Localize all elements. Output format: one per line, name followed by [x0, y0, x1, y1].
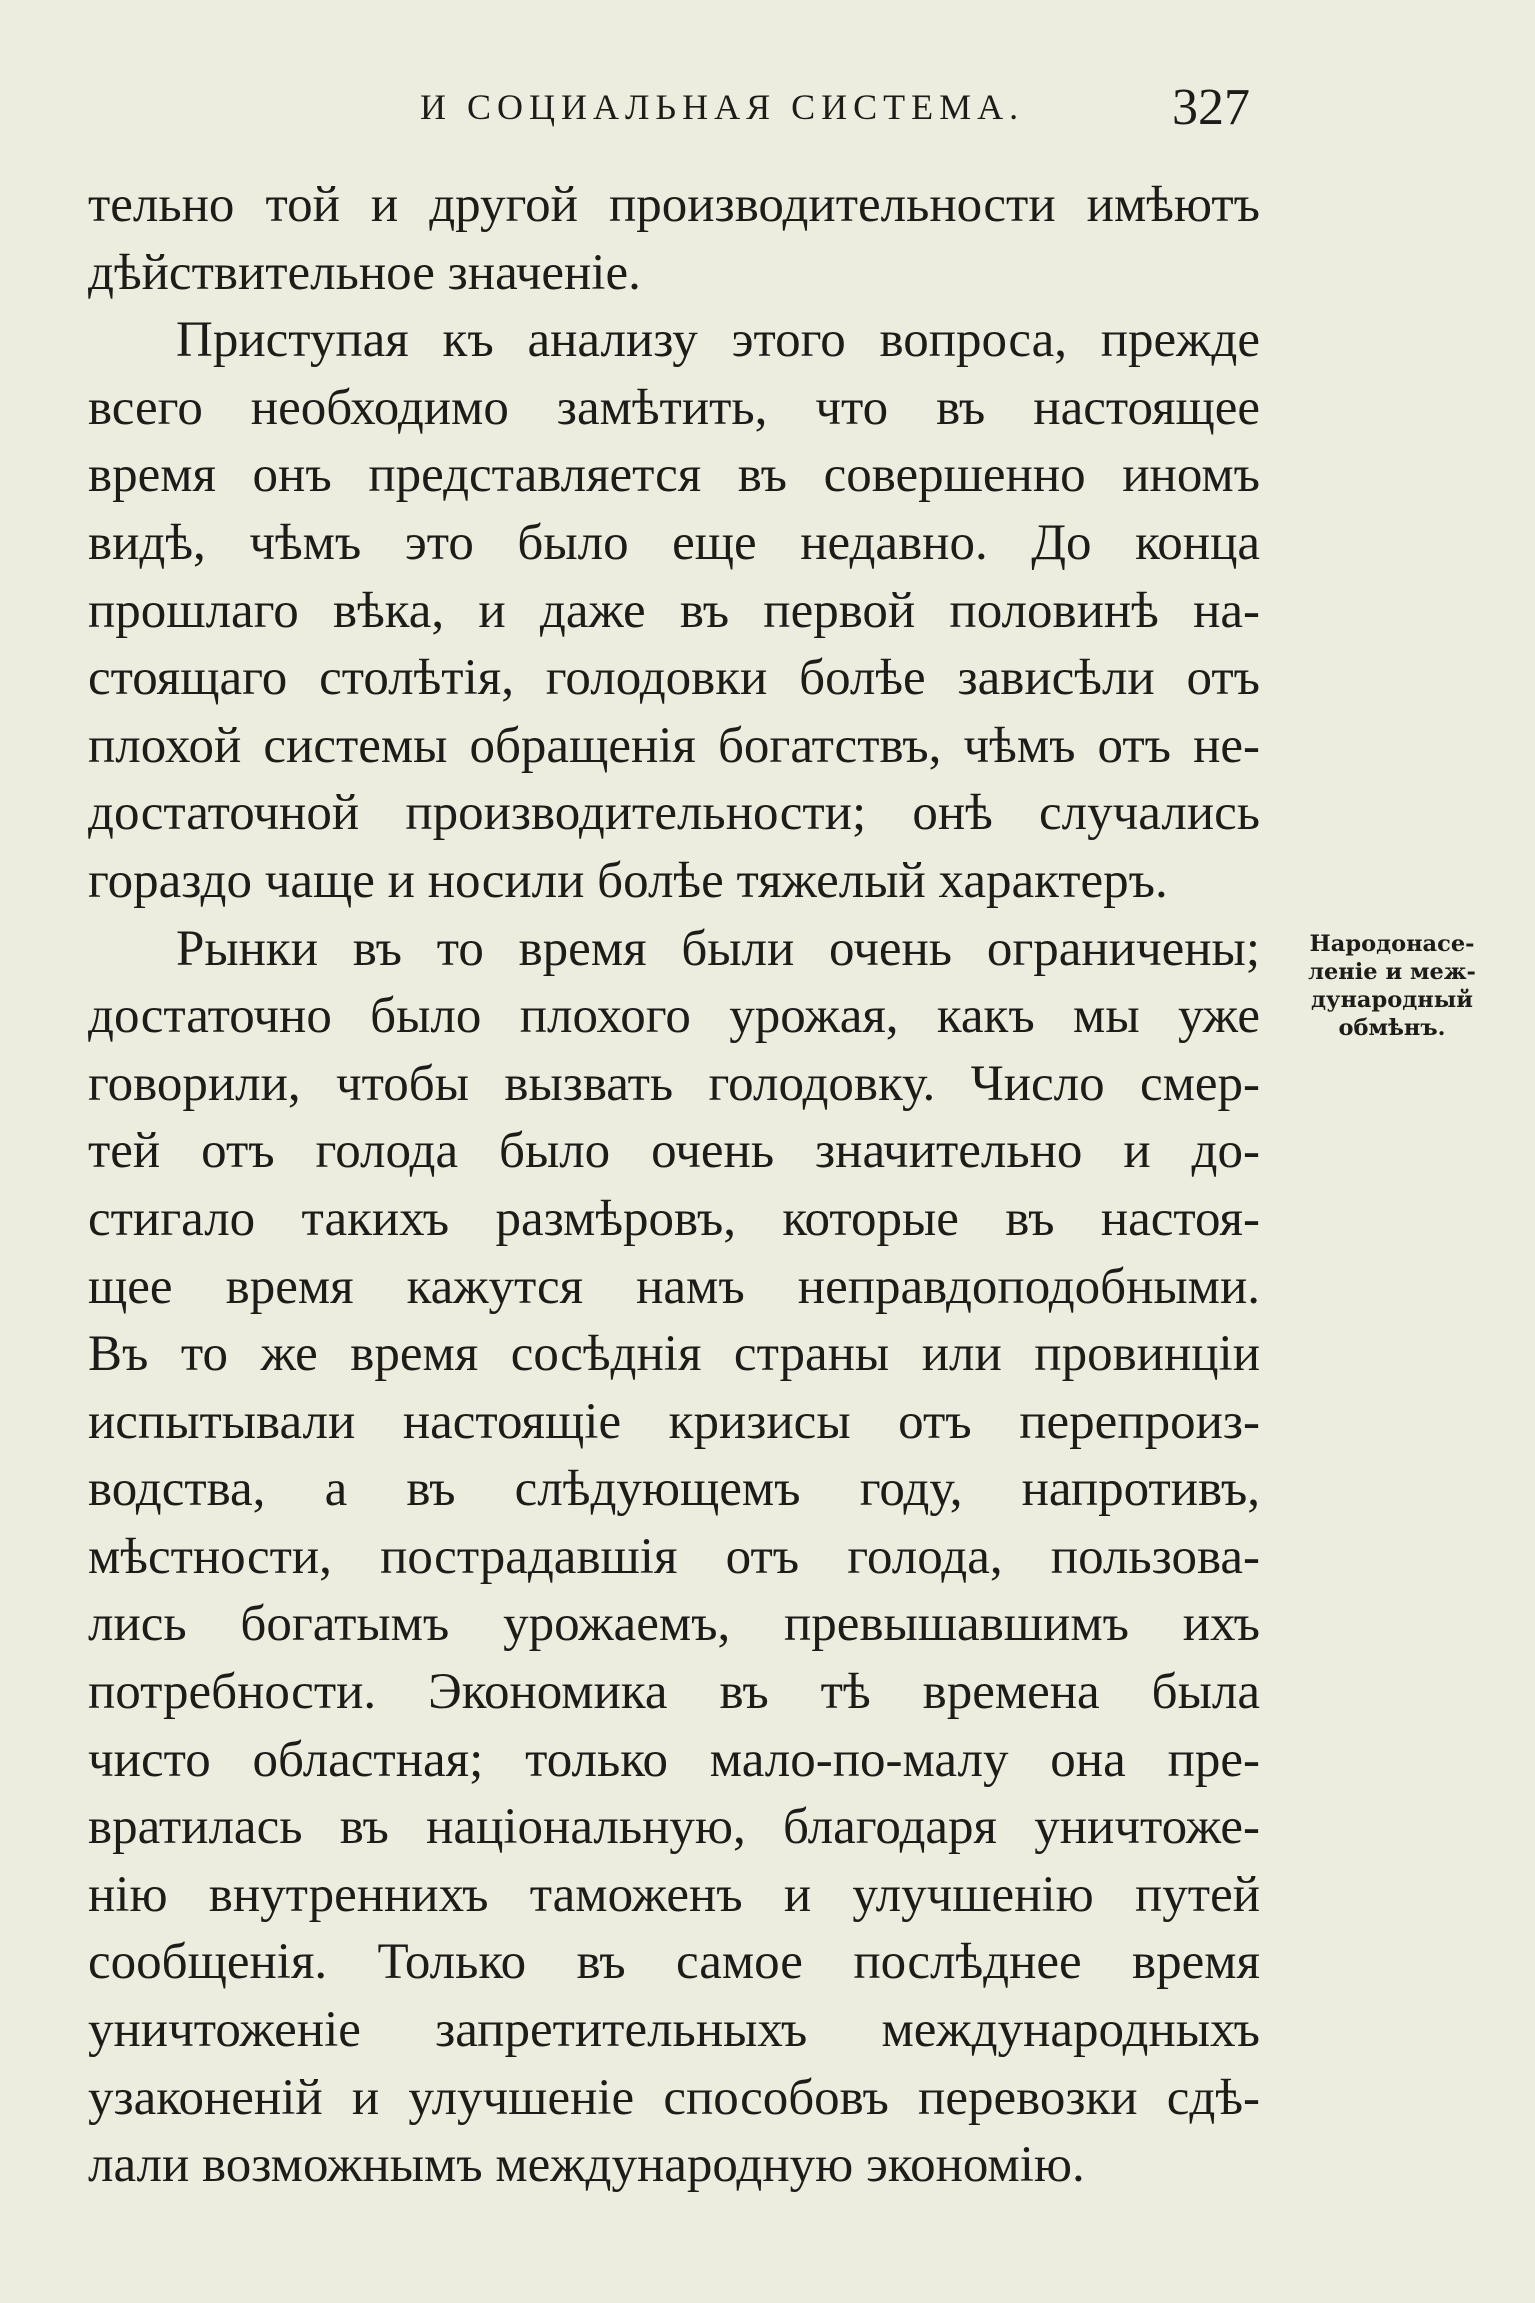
text-line: достаточной производительности; онѣ случались: [88, 785, 1260, 842]
text-line: Рынки въ то время были очень ограничены;: [176, 920, 1260, 977]
text-line: тей отъ голода было очень значительно и до-: [88, 1123, 1260, 1180]
running-head: И СОЦИАЛЬНАЯ СИСТЕМА.: [420, 87, 1025, 127]
text-line: узаконеній и улучшеніе способовъ перевозки сдѣ-: [88, 2069, 1260, 2126]
text-line: потребности. Экономика въ тѣ времена была: [88, 1664, 1260, 1721]
paragraph: [88, 916, 1268, 2200]
text-line: дѣйствительное значеніе.: [88, 244, 641, 301]
marginal-note-line: дународный: [1311, 987, 1473, 1013]
text-line: плохой системы обращенія богатствъ, чѣмъ отъ не-: [88, 717, 1260, 774]
text-line: вратилась въ національную, благодаря уничтоже-: [88, 1799, 1260, 1856]
text-line: нію внутреннихъ таможенъ и улучшенію путей: [88, 1866, 1260, 1923]
page-number: 327: [1172, 79, 1250, 136]
text-line: говорили, чтобы вызвать голодовку. Число смер-: [88, 1055, 1260, 1112]
text-line: уничтоженіе запретительныхъ международныхъ: [88, 2002, 1260, 2059]
text-line: сообщенія. Только въ самое послѣднее время: [88, 1934, 1260, 1991]
text-line: стоящаго столѣтія, голодовки болѣе зависѣли отъ: [88, 650, 1260, 707]
marginal-note-line: обмѣнъ.: [1338, 1015, 1446, 1041]
text-line: тельно той и другой производительности имѣютъ: [88, 177, 1260, 233]
text-line: мѣстности, пострадавшія отъ голода, пользова-: [88, 1528, 1260, 1585]
text-line: время онъ представляется въ совершенно иномъ: [88, 447, 1260, 504]
marginal-note-line: Народонасе-: [1309, 931, 1475, 957]
text-line: чисто областная; только мало-по-малу она пре-: [88, 1731, 1260, 1788]
text-line: лись богатымъ урожаемъ, превышавшимъ ихъ: [88, 1596, 1260, 1653]
paragraph: [88, 307, 1268, 915]
text-line: испытывали настоящіе кризисы отъ перепроиз-: [88, 1393, 1260, 1450]
text-line: лали возможнымъ международную экономію.: [88, 2137, 1085, 2194]
marginal-note-line: леніе и меж-: [1308, 959, 1476, 985]
page-header: [88, 79, 1250, 146]
text-line: водства, а въ слѣдующемъ году, напротивъ,: [88, 1461, 1260, 1518]
text-line: достаточно было плохого урожая, какъ мы уже: [88, 988, 1260, 1045]
text-line: видѣ, чѣмъ это было еще недавно. До конца: [88, 514, 1260, 571]
text-line: Приступая къ анализу этого вопроса, прежде: [176, 312, 1260, 369]
body-text: [88, 172, 1268, 2200]
marginal-note: [1282, 930, 1502, 1042]
text-line: прошлаго вѣка, и даже въ первой половинѣ на-: [88, 582, 1260, 639]
text-line: всего необходимо замѣтить, что въ настоящее: [88, 379, 1260, 436]
text-line: Въ то же время сосѣднія страны или провинціи: [88, 1326, 1260, 1383]
text-line: стигало такихъ размѣровъ, которые въ настоя-: [88, 1190, 1260, 1247]
paragraph: [88, 172, 1268, 307]
text-line: гораздо чаще и носили болѣе тяжелый характеръ.: [88, 852, 1168, 909]
text-line: щее время кажутся намъ неправдоподобными.: [88, 1258, 1260, 1315]
